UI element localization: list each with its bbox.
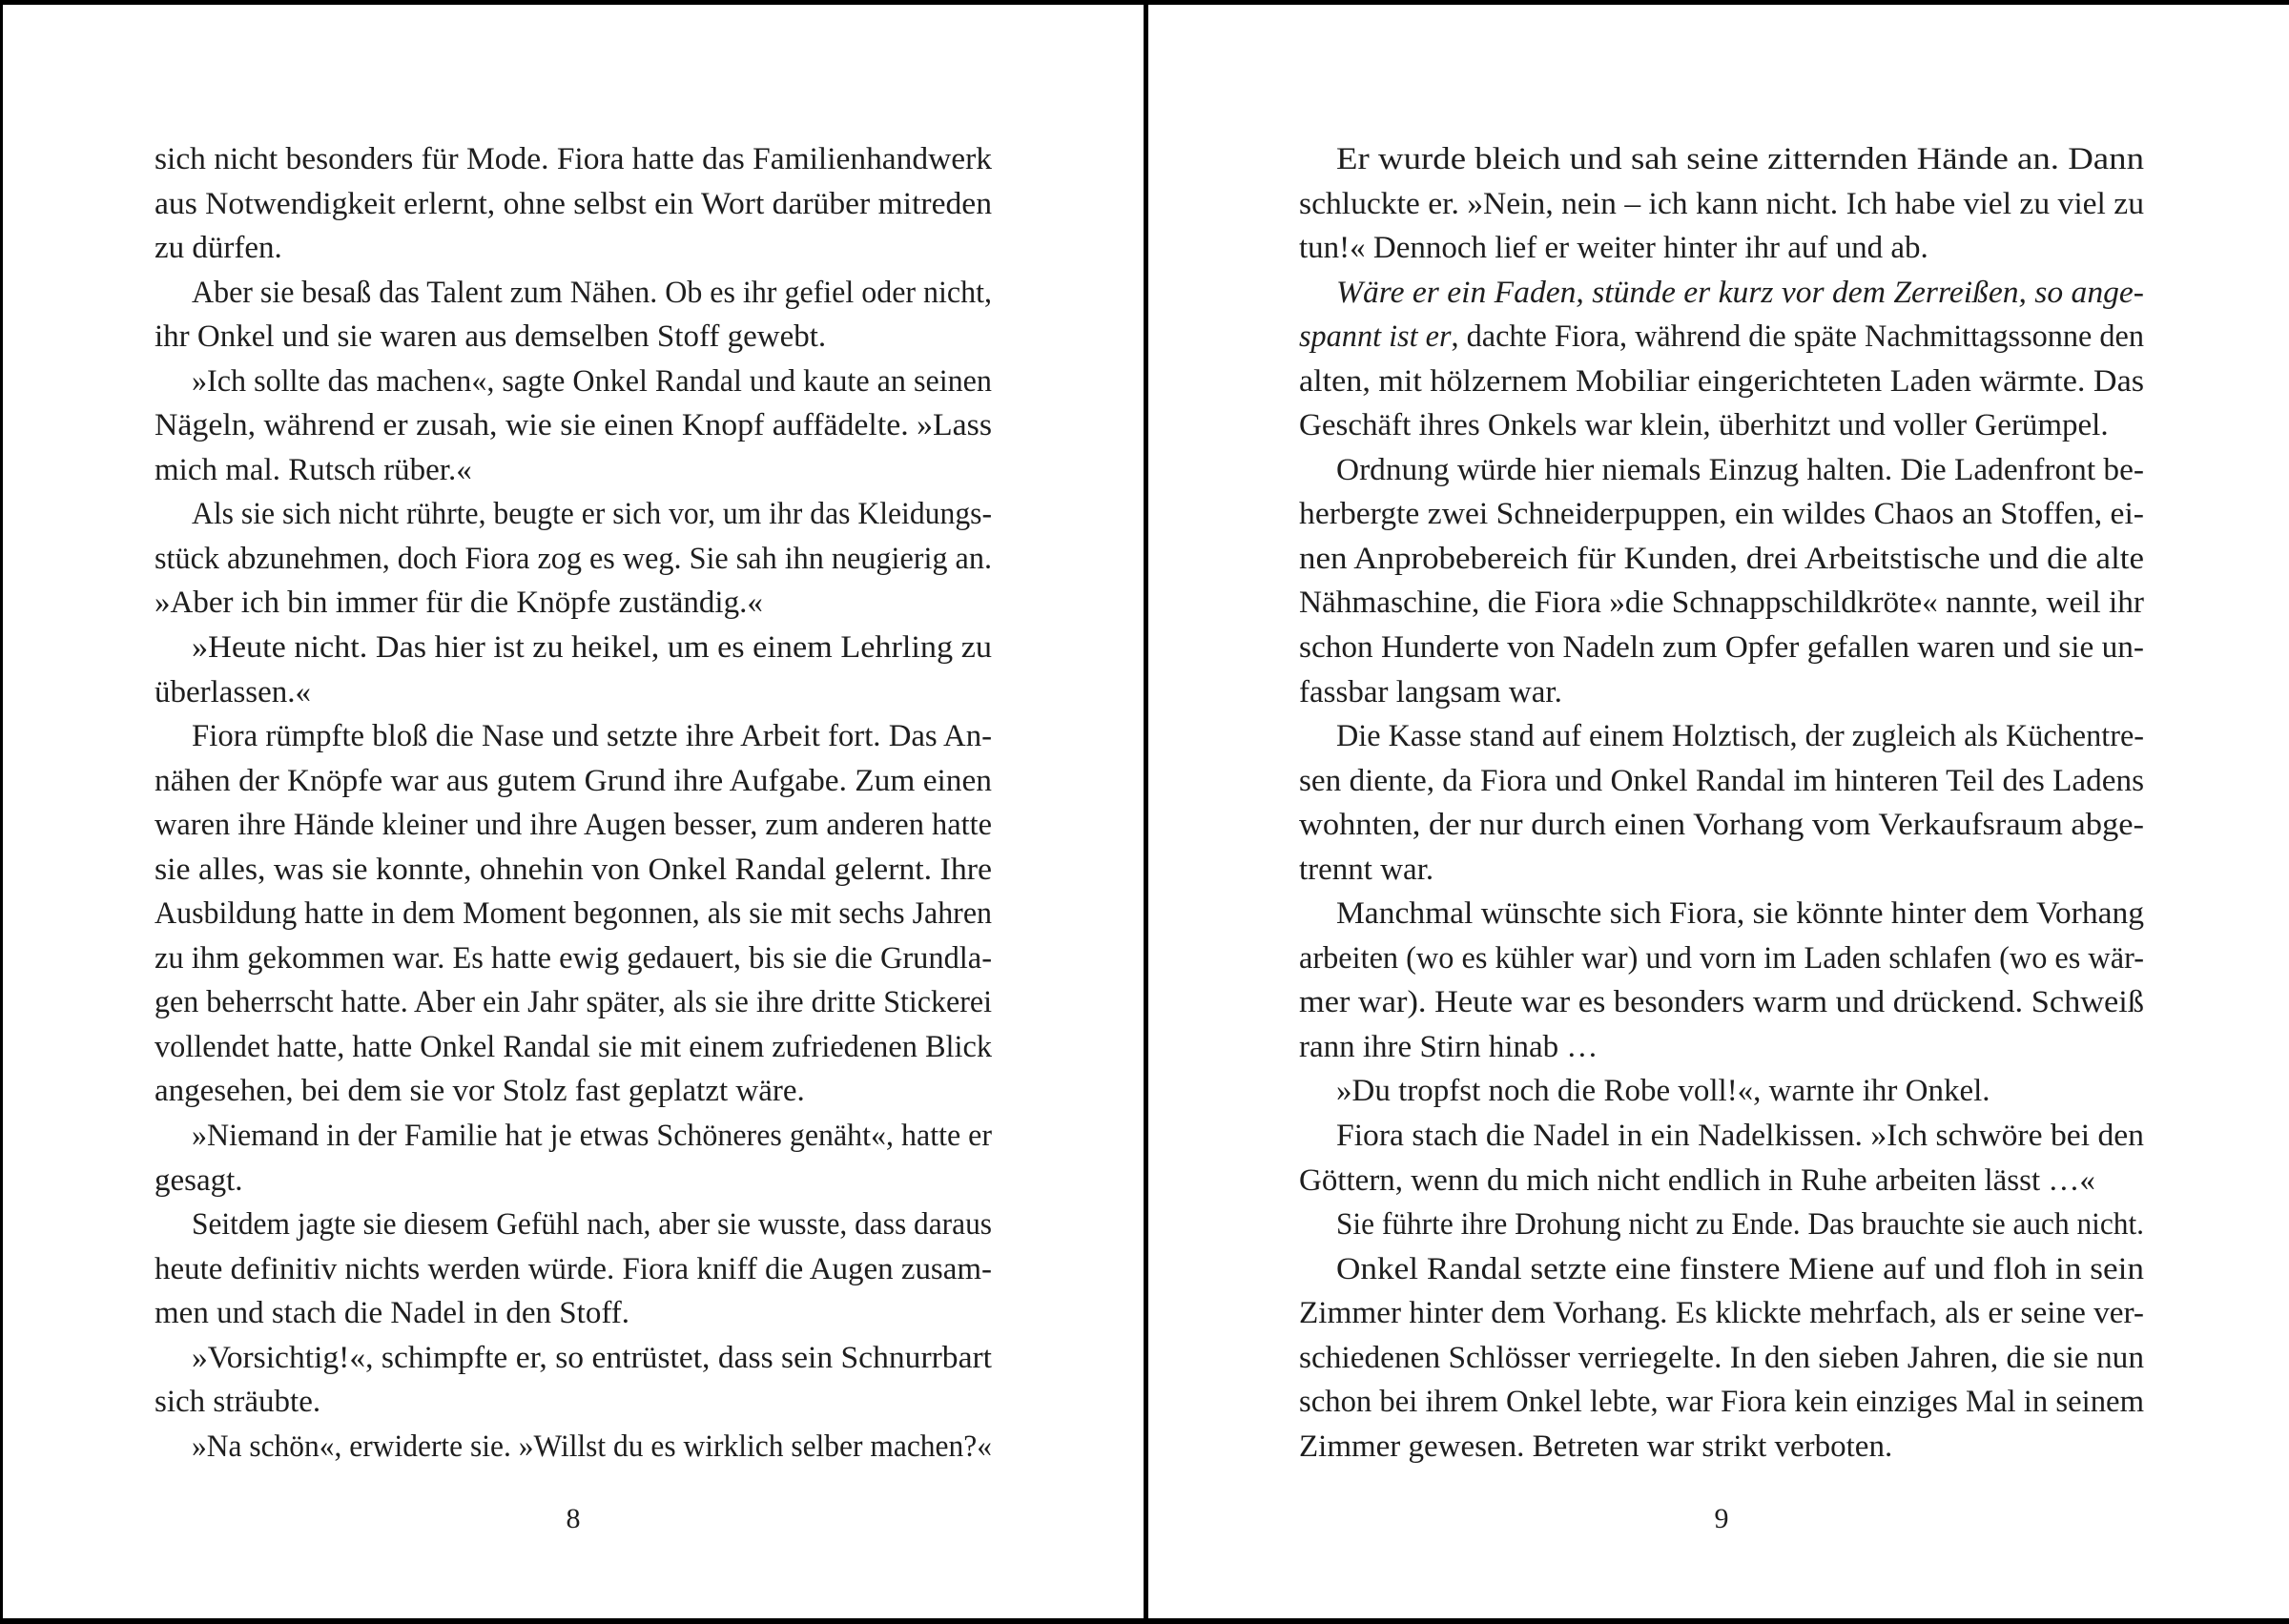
text-line: sie alles, was sie konnte, ohnehin von Onkel Randal gelernt. Ihre xyxy=(155,852,992,887)
text-line: Ausbildung hatte in dem Moment begonnen, als sie mit sechs Jahren xyxy=(155,896,992,932)
page-right xyxy=(1299,0,2144,1624)
text-line: nähen der Knöpfe war aus gutem Grund ihre Aufgabe. Zum einen xyxy=(155,763,992,798)
page-text-block xyxy=(155,137,992,1469)
text-line: zu ihm gekommen war. Es hatte ewig gedauert, bis sie die Grundla- xyxy=(155,940,992,976)
text-line: Wäre er ein Faden, stünde er kurz vor dem Zerreißen, so ange- xyxy=(1336,275,2144,310)
text-line: mer war). Heute war es besonders warm und drückend. Schweiß xyxy=(1299,985,2144,1020)
text-line: Manchmal wünschte sich Fiora, sie könnte hinter dem Vorhang xyxy=(1336,896,2144,932)
text-line: men und stach die Nadel in den Stoff. xyxy=(155,1296,629,1331)
text-line: spannt ist er, dachte Fiora, während die späte Nachmittagssonne den xyxy=(1299,319,2144,355)
text-line: Fiora rümpfte bloß die Nase und setzte ihre Arbeit fort. Das An- xyxy=(192,719,992,754)
text-line: schiedenen Schlösser verriegelte. In den sieben Jahren, die sie nun xyxy=(1299,1340,2144,1375)
text-line: »Aber ich bin immer für die Knöpfe zuständig.« xyxy=(155,586,763,621)
text-line: Göttern, wenn du mich nicht endlich in Ruhe arbeiten lässt …« xyxy=(1299,1162,2095,1198)
text-line: sen diente, da Fiora und Onkel Randal im hinteren Teil des Ladens xyxy=(1299,763,2144,798)
text-line: schon Hunderte von Nadeln zum Opfer gefallen waren und sie un- xyxy=(1299,630,2144,666)
text-line: Fiora stach die Nadel in ein Nadelkissen. »Ich schwöre bei den xyxy=(1336,1119,2144,1154)
text-line: Geschäft ihres Onkels war klein, überhitzt und voller Gerümpel. xyxy=(1299,408,2109,443)
text-line: aus Notwendigkeit erlernt, ohne selbst ein Wort darüber mitreden xyxy=(155,186,992,221)
page-number: 9 xyxy=(1714,1503,1729,1534)
text-line: gesagt. xyxy=(155,1162,243,1198)
text-line: Sie führte ihre Drohung nicht zu Ende. Das brauchte sie auch nicht. xyxy=(1336,1207,2144,1243)
text-line: waren ihre Hände kleiner und ihre Augen besser, zum anderen hatte xyxy=(155,808,992,843)
text-line: gen beherrscht hatte. Aber ein Jahr später, als sie ihre dritte Stickerei xyxy=(155,985,992,1020)
text-line: schluckte er. »Nein, nein – ich kann nicht. Ich habe viel zu viel zu xyxy=(1299,186,2144,221)
text-line: vollendet hatte, hatte Onkel Randal sie mit einem zufriedenen Blick xyxy=(155,1029,992,1064)
text-line: Zimmer hinter dem Vorhang. Es klickte mehrfach, als er seine ver- xyxy=(1299,1296,2144,1331)
text-line: Als sie sich nicht rührte, beugte er sich vor, um ihr das Kleidungs- xyxy=(192,497,992,532)
text-line: »Vorsichtig!«, schimpfte er, so entrüstet, dass sein Schnurrbart xyxy=(192,1340,992,1375)
page-number: 8 xyxy=(566,1503,581,1534)
text-line: Er wurde bleich und sah seine zitternden Hände an. Dann xyxy=(1336,142,2144,176)
text-line: ihr Onkel und sie waren aus demselben Stoff gewebt. xyxy=(155,319,827,355)
text-line: zu dürfen. xyxy=(155,231,282,266)
text-line: Nägeln, während er zusah, wie sie einen Knopf auffädelte. »Lass xyxy=(155,408,992,443)
text-line: überlassen.« xyxy=(155,674,312,709)
text-line: nen Anprobebereich für Kunden, drei Arbeitstische und die alte xyxy=(1299,541,2144,576)
text-line: sich nicht besonders für Mode. Fiora hatte das Familienhandwerk xyxy=(155,142,992,176)
text-line: fassbar langsam war. xyxy=(1299,674,1562,709)
page-left xyxy=(155,0,992,1624)
text-line: Zimmer gewesen. Betreten war strikt verboten. xyxy=(1299,1429,1893,1464)
text-line: trennt war. xyxy=(1299,852,1434,887)
text-line: »Heute nicht. Das hier ist zu heikel, um es einem Lehrling zu xyxy=(192,630,992,666)
text-line: »Niemand in der Familie hat je etwas Schöneres genäht«, hatte er xyxy=(192,1119,992,1154)
text-line: schon bei ihrem Onkel lebte, war Fiora kein einziges Mal in seinem xyxy=(1299,1385,2144,1420)
text-line: »Ich sollte das machen«, sagte Onkel Randal und kaute an seinen xyxy=(192,363,992,399)
page-gutter-divider xyxy=(1144,0,1148,1624)
text-line: angesehen, bei dem sie vor Stolz fast geplatzt wäre. xyxy=(155,1074,805,1109)
text-line: Onkel Randal setzte eine finstere Miene auf und floh in sein xyxy=(1336,1251,2144,1286)
text-line: sich sträubte. xyxy=(155,1385,321,1420)
text-line: rann ihre Stirn hinab … xyxy=(1299,1029,1598,1064)
text-line: Aber sie besaß das Talent zum Nähen. Ob es ihr gefiel oder nicht, xyxy=(192,275,992,310)
text-line: Seitdem jagte sie diesem Gefühl nach, aber sie wusste, dass daraus xyxy=(192,1207,992,1243)
text-line: Die Kasse stand auf einem Holztisch, der zugleich als Küchentre- xyxy=(1336,719,2144,754)
page-text-block xyxy=(1299,137,2144,1469)
text-line: arbeiten (wo es kühler war) und vorn im Laden schlafen (wo es wär- xyxy=(1299,940,2144,976)
text-line: »Du tropfst noch die Robe voll!«, warnte ihr Onkel. xyxy=(1336,1074,1990,1109)
text-line: stück abzunehmen, doch Fiora zog es weg. Sie sah ihn neugierig an. xyxy=(155,541,992,576)
text-line: wohnten, der nur durch einen Vorhang vom Verkaufsraum abge- xyxy=(1299,808,2144,843)
text-line: Nähmaschine, die Fiora »die Schnappschildkröte« nannte, weil ihr xyxy=(1299,586,2144,621)
text-line: tun!« Dennoch lief er weiter hinter ihr auf und ab. xyxy=(1299,231,1928,266)
text-line: Ordnung würde hier niemals Einzug halten. Die Ladenfront be- xyxy=(1336,452,2144,487)
text-line: heute definitiv nichts werden würde. Fiora kniff die Augen zusam- xyxy=(155,1251,992,1286)
text-line: mich mal. Rutsch rüber.« xyxy=(155,452,472,487)
text-line: herbergte zwei Schneiderpuppen, ein wildes Chaos an Stoffen, ei- xyxy=(1299,497,2144,532)
left-border xyxy=(0,0,3,1624)
text-line: alten, mit hölzernem Mobiliar eingerichteten Laden wärmte. Das xyxy=(1299,363,2144,399)
text-line: »Na schön«, erwiderte sie. »Willst du es wirklich selber machen?« xyxy=(192,1429,992,1464)
